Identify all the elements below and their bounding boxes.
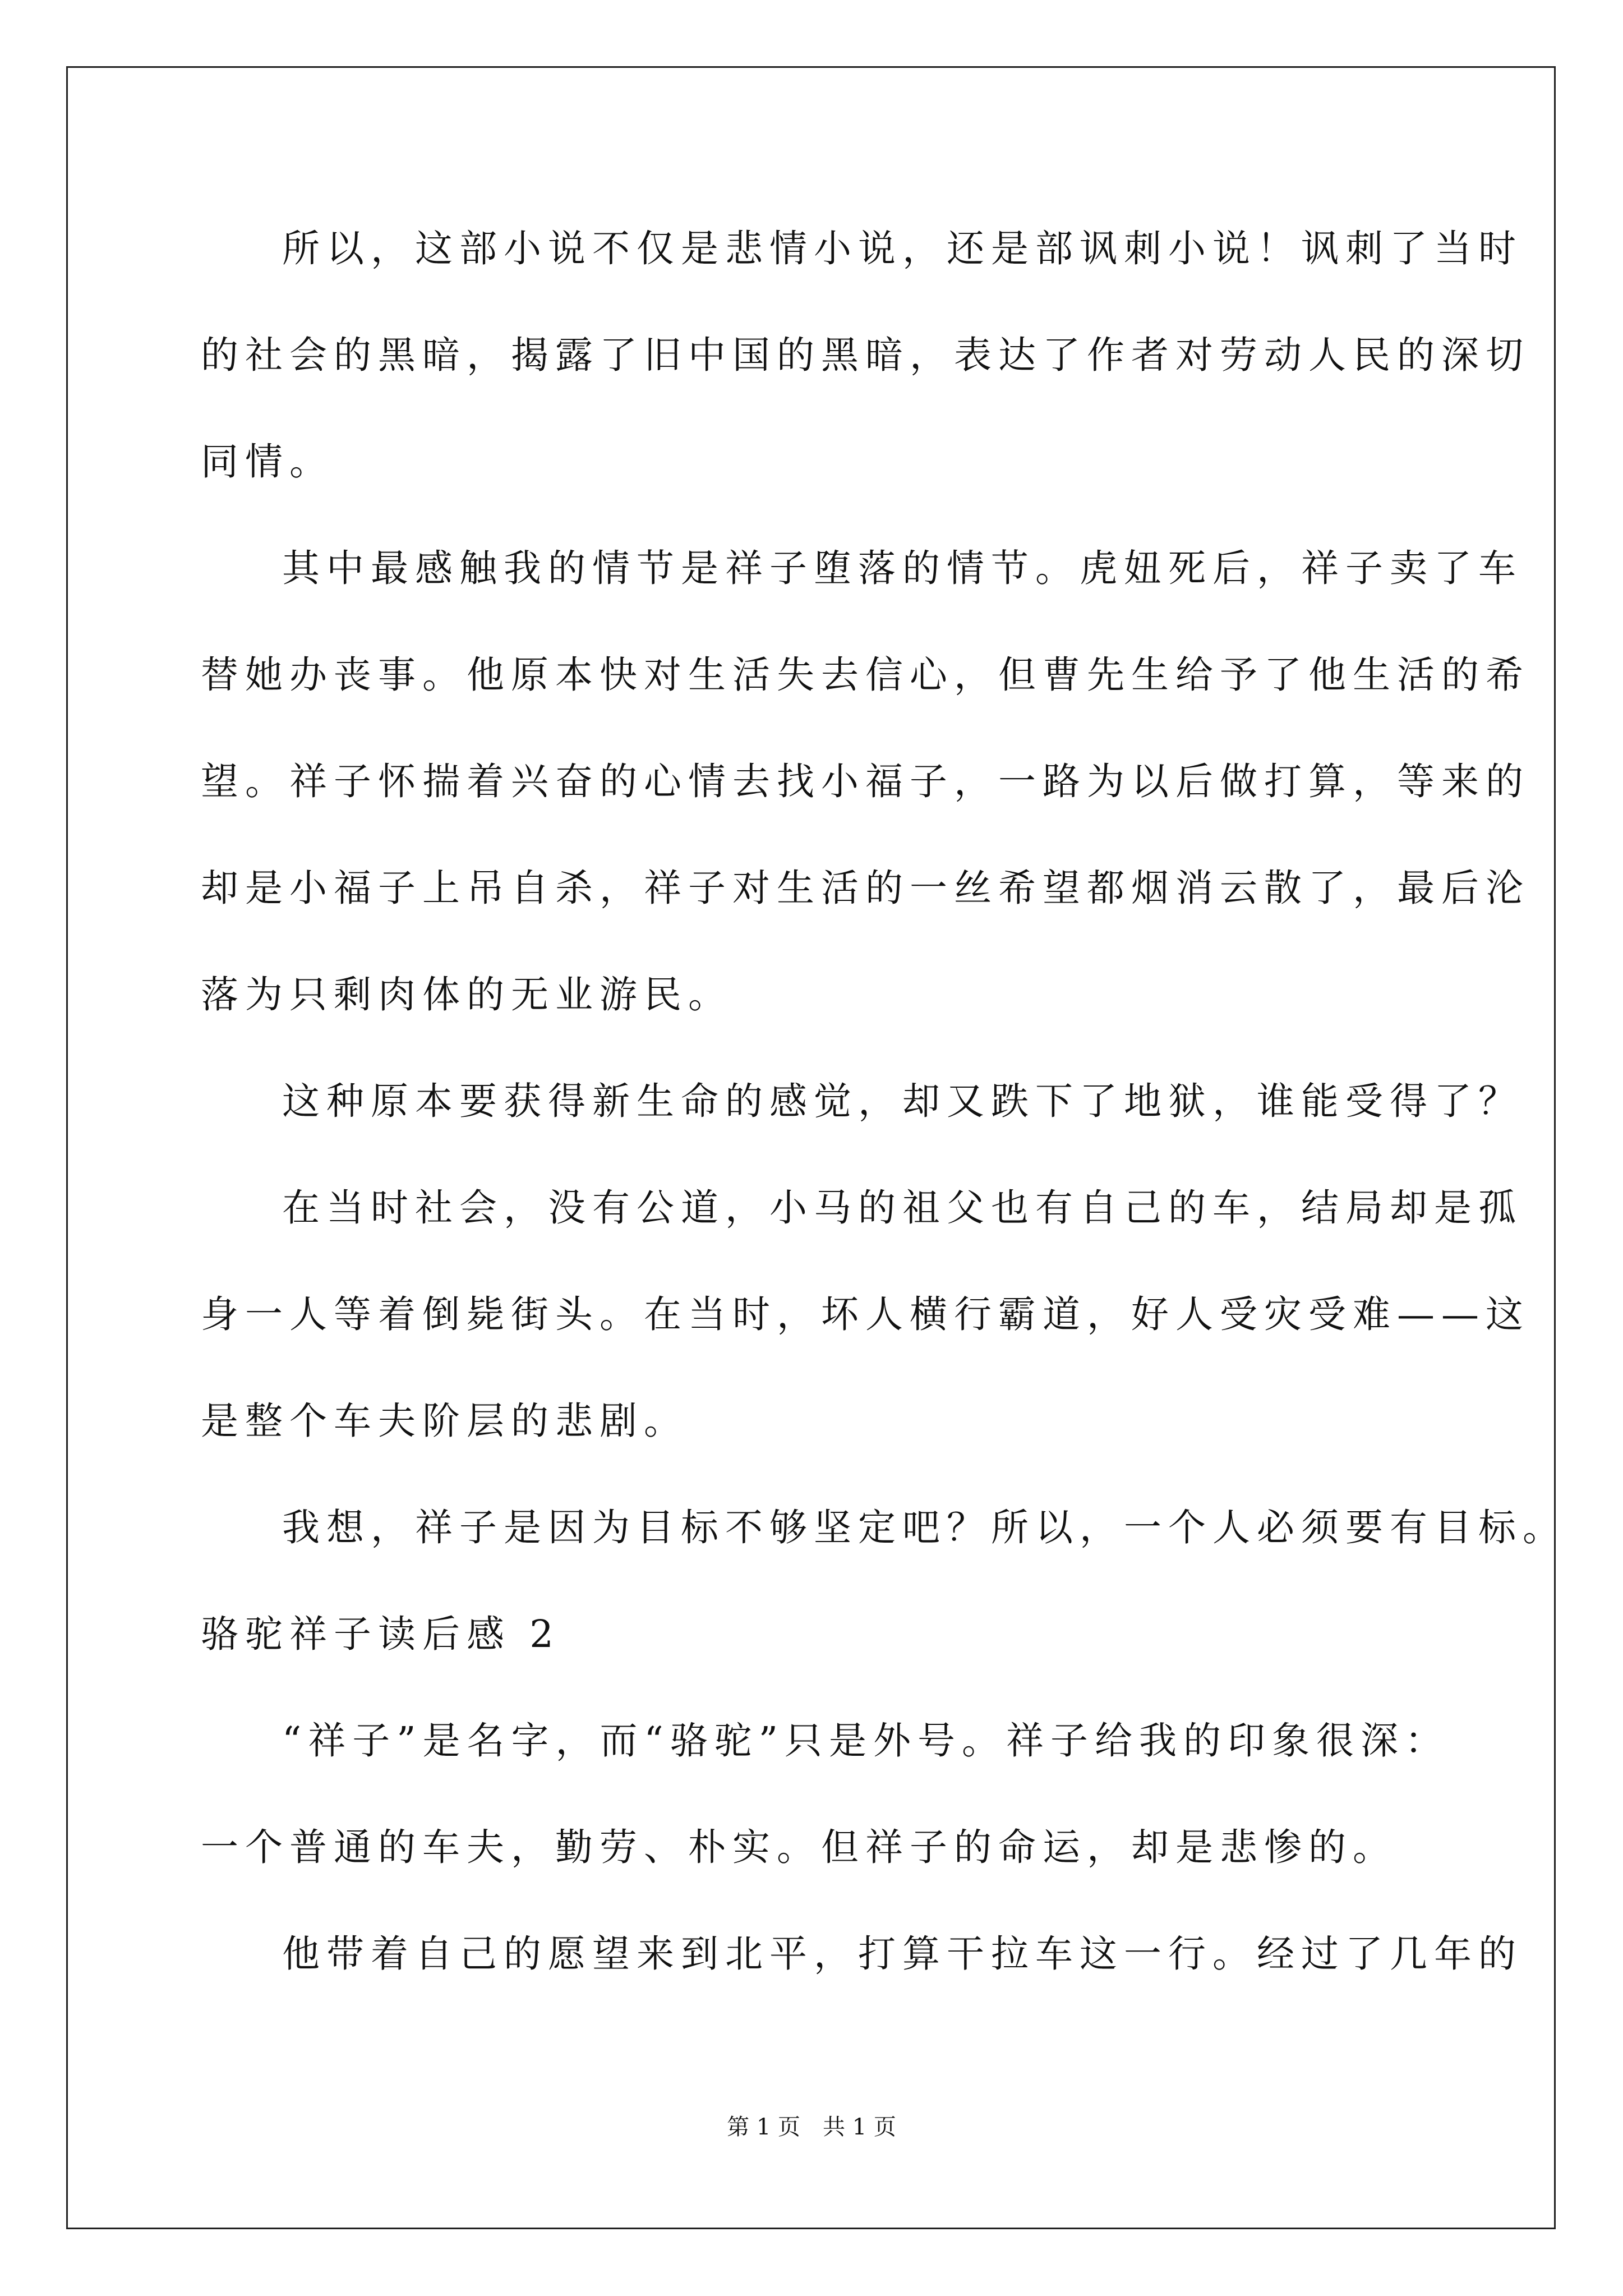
paragraph-line: 替她办丧事。他原本快对生活失去信心，但曹先生给予了他生活的希 — [201, 653, 1530, 697]
paragraph-line: 望。祥子怀揣着兴奋的心情去找小福子，一路为以后做打算，等来的 — [201, 760, 1530, 803]
page-border — [66, 66, 1556, 2229]
paragraph-line: 却是小福子上吊自杀，祥子对生活的一丝希望都烟消云散了，最后沦 — [201, 866, 1530, 910]
paragraph-line: 在当时社会，没有公道，小马的祖父也有自己的车，结局却是孤 — [282, 1186, 1523, 1230]
paragraph-line: 这种原本要获得新生命的感觉，却又跌下了地狱，谁能受得了？ — [282, 1079, 1523, 1123]
section-heading: 骆驼祥子读后感 2 — [201, 1612, 560, 1656]
paragraph-line: “祥子”是名字，而“骆驼”只是外号。祥子给我的印象很深： — [282, 1719, 1450, 1763]
paragraph-line: 其中最感触我的情节是祥子堕落的情节。虎妞死后，祥子卖了车 — [282, 546, 1523, 590]
paragraph-line: 落为只剩肉体的无业游民。 — [201, 973, 732, 1016]
paragraph-line: 他带着自己的愿望来到北平，打算干拉车这一行。经过了几年的 — [282, 1932, 1523, 1976]
page-footer: 第 1 页 共 1 页 — [727, 2114, 896, 2140]
paragraph-line: 是整个车夫阶层的悲剧。 — [201, 1399, 688, 1443]
paragraph-line: 一个普通的车夫，勤劳、朴实。但祥子的命运，却是悲惨的。 — [201, 1825, 1397, 1869]
paragraph-line: 的社会的黑暗，揭露了旧中国的黑暗，表达了作者对劳动人民的深切 — [201, 333, 1530, 377]
paragraph-line: 我想，祥子是因为目标不够坚定吧？所以，一个人必须要有目标。 — [282, 1506, 1567, 1549]
paragraph-line: 身一人等着倒毙街头。在当时，坏人横行霸道，好人受灾受难——这 — [201, 1292, 1530, 1336]
paragraph-line: 同情。 — [201, 440, 334, 484]
paragraph-line: 所以，这部小说不仅是悲情小说，还是部讽刺小说！讽刺了当时 — [282, 227, 1523, 270]
